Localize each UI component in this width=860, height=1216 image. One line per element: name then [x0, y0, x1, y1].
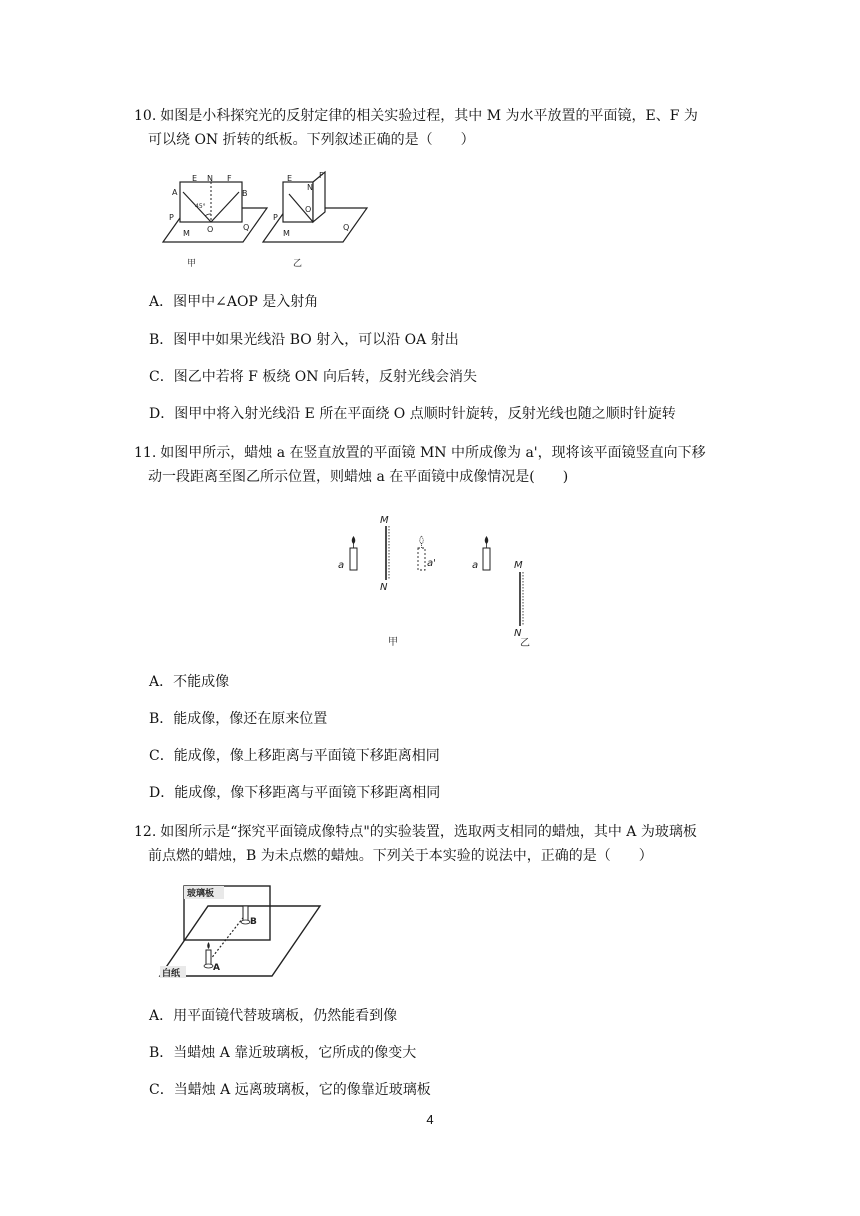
- fig10-label-angle: 45°: [195, 203, 206, 210]
- fig10b-label-F: F: [319, 171, 324, 180]
- question-10-stem: [134, 104, 734, 152]
- fig10-label-A: A: [172, 188, 178, 197]
- question-11-line2: 动一段距离至图乙所示位置，则蜡烛 a 在平面镜中成像情况是( ): [148, 469, 569, 485]
- question-12-line2: 前点燃的蜡烛，B 为未点燃的蜡烛。下列关于本实验的说法中，正确的是（ ）: [148, 848, 653, 864]
- question-10-line2: 可以绕 ON 折转的纸板。下列叙述正确的是（ ）: [148, 132, 475, 148]
- fig10-label-P: P: [169, 213, 174, 222]
- question-10-line1: 10. 如图是小科探究光的反射定律的相关实验过程，其中 M 为水平放置的平面镜，E、F 为: [134, 108, 698, 124]
- question-12-stem: [134, 820, 734, 868]
- question-10-figure: [155, 170, 365, 270]
- fig10b-label-N: N: [307, 183, 313, 192]
- question-12-line1: 12. 如图所示是“探究平面镜成像特点"的实验装置，选取两支相同的蜡烛，其中 A 为玻璃板: [134, 824, 697, 840]
- figure-11-jia: [338, 515, 436, 648]
- reflection-experiment-diagram: [155, 170, 365, 270]
- fig10-label-F: F: [227, 174, 232, 183]
- question-11-figure: [330, 508, 540, 653]
- fig11-label-a: a: [338, 560, 345, 571]
- fig11b-label-N: N: [514, 628, 522, 639]
- fig10-label-N: N: [207, 174, 213, 183]
- white-paper-label: 白纸: [162, 969, 181, 979]
- fig10-caption-jia: 甲: [187, 259, 197, 269]
- fig11-caption-jia: 甲: [388, 637, 398, 648]
- question-10-option-c[interactable]: C．图乙中若将 F 板绕 ON 向后转，反射光线会消失: [149, 369, 477, 385]
- question-12-option-b[interactable]: B．当蜡烛 A 靠近玻璃板，它所成的像变大: [149, 1045, 417, 1061]
- question-12-option-c[interactable]: C．当蜡烛 A 远离玻璃板，它的像靠近玻璃板: [149, 1082, 431, 1098]
- question-12-figure: [150, 884, 325, 984]
- figure-yi: [263, 171, 367, 269]
- candle-a-label: A: [213, 963, 220, 973]
- glass-plate-candle-diagram: [150, 884, 325, 984]
- fig10b-label-E: E: [287, 174, 293, 183]
- fig10-label-E: E: [192, 174, 198, 183]
- fig10-label-Q: Q: [243, 223, 250, 232]
- fig11-caption-yi: 乙: [520, 638, 530, 649]
- fig10-caption-yi: 乙: [293, 259, 303, 269]
- question-11-option-d[interactable]: D．能成像，像下移距离与平面镜下移距离相同: [149, 785, 441, 801]
- fig10b-label-M: M: [283, 229, 290, 238]
- fig10b-label-Q: Q: [343, 223, 350, 232]
- question-11-option-a[interactable]: A．不能成像: [149, 674, 230, 690]
- question-11-line1: 11. 如图甲所示，蜡烛 a 在竖直放置的平面镜 MN 中所成像为 a'，现将该平面镜竖直向下移: [134, 445, 706, 461]
- question-10-option-d[interactable]: D．图甲中将入射光线沿 E 所在平面绕 O 点顺时针旋转，反射光线也随之顺时针旋转: [149, 406, 676, 422]
- fig11-label-M: M: [380, 515, 389, 526]
- question-12-option-a[interactable]: A．用平面镜代替玻璃板，仍然能看到像: [149, 1008, 398, 1024]
- mirror-candle-diagram: [330, 508, 540, 653]
- question-11-option-b[interactable]: B．能成像，像还在原来位置: [149, 711, 328, 727]
- fig10b-label-O: O: [305, 205, 312, 214]
- fig10-label-B: B: [242, 189, 248, 198]
- question-11-stem: [134, 441, 734, 489]
- fig11-label-a-prime: a': [427, 558, 436, 569]
- figure-jia: [163, 174, 267, 269]
- fig10-label-M: M: [183, 229, 190, 238]
- glass-plate-label: 玻璃板: [187, 889, 215, 899]
- fig11b-label-M: M: [514, 560, 523, 571]
- question-10-option-b[interactable]: B．图甲中如果光线沿 BO 射入，可以沿 OA 射出: [149, 332, 459, 348]
- candle-b-label: B: [250, 917, 257, 927]
- figure-11-yi: [472, 536, 530, 649]
- fig11b-label-a: a: [472, 560, 479, 571]
- question-10-option-a[interactable]: A．图甲中∠AOP 是入射角: [149, 294, 319, 310]
- fig10-label-O: O: [207, 225, 214, 234]
- fig11-label-N: N: [380, 582, 388, 593]
- question-11-option-c[interactable]: C．能成像，像上移距离与平面镜下移距离相同: [149, 748, 440, 764]
- page-number: 4: [426, 1112, 434, 1127]
- fig10b-label-P: P: [273, 213, 278, 222]
